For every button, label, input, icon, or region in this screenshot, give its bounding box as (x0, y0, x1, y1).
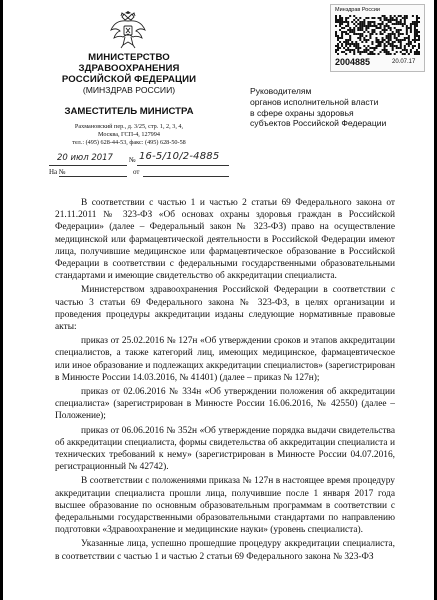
ministry-line-2: ЗДРАВООХРАНЕНИЯ (78, 63, 180, 74)
body-paragraph: приказ от 02.06.2016 № 334н «Об утверждении положения об аккредитации специалиста» (зарегистрирован в Минюсте России 16.06.2016, № 42550) (далее – Положение); (55, 387, 395, 422)
body-paragraph: Указанные лица, успешно прошедшие процедуру аккредитации специалиста, в соответствии с частью 1 и частью 2 статьи 69 Федерального закона № 323-ФЗ (55, 539, 395, 562)
address-line-1: Рахмановский пер., д. 3/25, стр. 1, 2, 3, 4, (74, 123, 184, 130)
reference-number-underline (59, 176, 127, 177)
sticker-label: Минздрав России (335, 7, 380, 13)
body-paragraph: приказ от 06.06.2016 № 352н «Об утверждение порядка выдачи свидетельства об аккредитации специалиста, формы свидетельства об аккредитации специалиста и технических требований к нему» (зарегистрирован в Минюсте России 04.07.2016, регистрационный № 42742). (55, 425, 395, 473)
date-underline (49, 165, 127, 166)
number-label: № (129, 156, 136, 164)
state-emblem-icon (109, 10, 147, 52)
barcode-image (335, 15, 420, 55)
letter-body (55, 197, 395, 563)
body-paragraph: Министерством здравоохранения Российской Федерации в соответствии с частью 3 статьи 69 Федерального закона № 323-ФЗ, в целях организации и проведения процедуры аккредитации изданы следующие нормативные правовые акты: (55, 285, 395, 333)
addressee-line-4: субъектов Российской Федерации (250, 118, 387, 129)
address-line-2: Москва, ГСП-4, 127994 (98, 131, 160, 138)
barcode-sticker (330, 4, 425, 72)
outgoing-number: 16-5/10/2-4885 (139, 151, 220, 162)
body-paragraph: В соответствии с положениями приказа № 127н в настоящее время процедуру аккредитации специалиста прошли лица, получившие после 1 января 2017 года высшее образование по основным образовательным программам в соответствии с федеральными государственными образовательными стандартами по направлению подготовки «Здравоохранение и медицинские науки» (уровень специалиста). (55, 476, 395, 536)
ministry-abbreviation: (МИНЗДРАВ РОССИИ) (82, 85, 176, 95)
document-page (3, 0, 434, 600)
addressee-line-2: органов исполнительной власти (250, 96, 379, 107)
reference-date-label: от (133, 168, 140, 176)
outgoing-registration-line (49, 150, 229, 166)
ministry-line-1: МИНИСТЕРСТВО (88, 52, 170, 63)
addressee-line-1: Руководителям (250, 86, 312, 96)
body-paragraph: В соответствии с частью 1 и частью 2 статьи 69 Федерального закона от 21.11.2011 № 323-ФЗ «Об основах охраны здоровья граждан в Российской Федерации» (далее – Федеральный закон № 323-ФЗ) право на осуществление медицинской или фармацевтической деятельности в Российской Федерации имеют лица, получившие медицинское или фармацевтическое образование в Российской Федерации в соответствии с федеральными государственными образовательными стандартами и имеющие свидетельство об аккредитации специалиста. (55, 198, 395, 282)
deputy-minister-title: ЗАМЕСТИТЕЛЬ МИНИСТРА (64, 106, 194, 117)
sticker-code: 2004885 (335, 57, 371, 67)
sticker-date: 20.07.17 (392, 59, 416, 65)
body-paragraph: приказ от 25.02.2016 № 127н «Об утверждении сроков и этапов аккредитации специалистов, а также категорий лиц, имеющих медицинское, фармацевтическое или иное образование и подлежащих аккредитации специалистов» (зарегистрирован в Минюсте России 14.03.2016, № 41401) (далее – приказ № 127н); (55, 336, 395, 383)
address-line-3: тел.: (495) 628-44-53, факс: (495) 628-50-58 (72, 139, 186, 146)
ministry-address (43, 123, 215, 147)
ministry-header (43, 52, 215, 147)
reference-number-label: На № (49, 168, 66, 176)
ministry-line-3: РОССИЙСКОЙ ФЕДЕРАЦИИ (61, 74, 197, 85)
addressee-line-3: в сфере охраны здоровья (250, 107, 354, 118)
incoming-reference-line (49, 168, 229, 180)
addressee-block (250, 86, 420, 129)
outgoing-date: 20 июл 2017 (57, 153, 113, 163)
reference-date-underline (143, 176, 229, 177)
number-underline (137, 165, 229, 166)
